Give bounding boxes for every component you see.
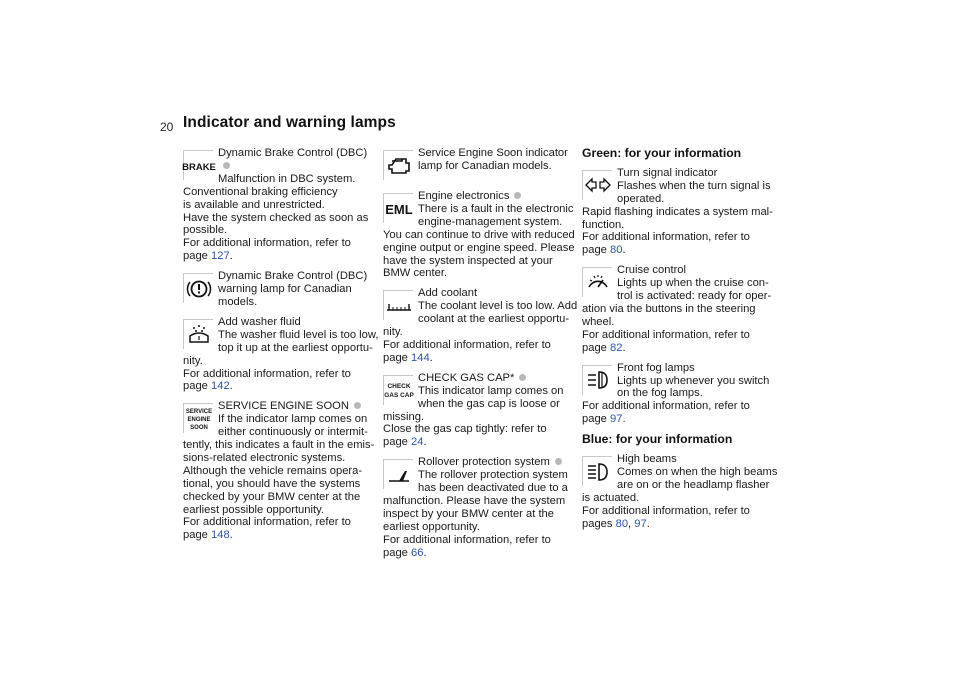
indicator-entry (183, 270, 379, 309)
svg-text:GAS CAP: GAS CAP (383, 392, 414, 400)
svg-text:ENGINE: ENGINE (186, 416, 211, 423)
indicator-text: Comes on when the high beams (617, 465, 778, 478)
page-reference: page 148. (183, 529, 233, 542)
indicator-entry (383, 147, 579, 183)
indicator-text: Rapid flashing indicates a system mal- (582, 205, 773, 218)
indicator-text: For additional information, refer to (183, 367, 351, 380)
svg-text:BRAKE: BRAKE (181, 161, 216, 173)
page-link[interactable]: 142 (211, 380, 230, 393)
indicator-text: For additional information, refer to (383, 533, 551, 546)
indicator-text: tently, this indicates a fault in the emis- (183, 439, 375, 452)
indicator-text: Conventional braking efficiency (183, 185, 338, 198)
page-link[interactable]: 127 (211, 250, 230, 263)
indicator-title: Dynamic Brake Control (DBC) (183, 147, 379, 173)
indicator-text: sions-related electronic systems. (183, 451, 346, 464)
page-link[interactable]: 80 (610, 244, 623, 257)
status-dot-icon (519, 374, 526, 381)
indicator-text: wheel. (582, 315, 615, 328)
status-dot-icon (555, 458, 562, 465)
indicator-text: have the system inspected at your (383, 254, 553, 267)
svg-text:SOON: SOON (189, 424, 208, 431)
indicator-entry (383, 372, 579, 449)
page-title: Indicator and warning lamps (183, 114, 396, 131)
indicator-title: Service Engine Soon indicator (418, 147, 568, 159)
coolant-icon (383, 290, 413, 320)
indicator-text: when the gas cap is loose or (418, 397, 560, 410)
page-link[interactable]: 97 (610, 413, 623, 426)
washer-fluid-icon (183, 319, 213, 349)
page-reference: page 142. (183, 380, 233, 393)
page-reference: page 82. (582, 341, 626, 354)
indicator-text: has been deactivated due to a (418, 482, 568, 495)
indicator-text: Flashes when the turn signal is (617, 179, 771, 192)
status-dot-icon (354, 402, 361, 409)
page-reference: page 127. (183, 250, 233, 263)
indicator-text: checked by your BMW center at the (183, 490, 361, 503)
column-1 (183, 147, 379, 549)
page-link[interactable]: 24 (411, 436, 424, 449)
high-beam-icon (582, 456, 612, 486)
cruise-control-icon (582, 267, 612, 297)
indicator-text: is available and unrestricted. (183, 198, 325, 211)
indicator-entry (183, 316, 379, 393)
indicator-text: The coolant level is too low. Add (418, 300, 578, 313)
page-link[interactable]: 148 (211, 529, 230, 542)
indicator-title: CHECK GAS CAP* (383, 372, 579, 385)
column-3 (582, 147, 778, 537)
indicator-title: Turn signal indicator (617, 166, 718, 179)
indicator-text: Lights up whenever you switch (617, 374, 770, 387)
indicator-text: trol is activated: ready for oper- (617, 290, 772, 303)
indicator-entry (183, 400, 379, 542)
indicator-text: malfunction. Please have the system (383, 494, 566, 507)
svg-text:SERVICE: SERVICE (185, 408, 212, 415)
svg-text:EML: EML (384, 201, 413, 217)
exclamation-circle-icon (183, 273, 213, 303)
indicator-text: nity. (383, 326, 403, 339)
indicator-text: If the indicator lamp comes on (218, 413, 368, 426)
indicator-text: ation via the buttons in the steering (582, 302, 756, 315)
indicator-text: BMW center. (383, 267, 448, 280)
page-link[interactable]: 144 (411, 351, 430, 364)
indicator-text: inspect by your BMW center at the (383, 507, 554, 520)
indicator-entry (383, 287, 579, 364)
indicator-entry (383, 190, 579, 280)
section-heading-blue: Blue: for your information (582, 432, 733, 447)
indicator-text: lamp for Canadian models. (418, 159, 552, 172)
page-reference: page 66. (383, 546, 427, 559)
page-link[interactable]: 80 (615, 517, 629, 530)
column-2 (383, 147, 579, 566)
rollover-icon (383, 459, 413, 489)
status-dot-icon (514, 192, 521, 199)
indicator-title: Add coolant (418, 287, 478, 300)
indicator-text: This indicator lamp comes on (418, 384, 564, 397)
indicator-text: There is a fault in the electronic (418, 202, 574, 215)
indicator-text: tional, you should have the systems (183, 477, 361, 490)
indicator-text: Close the gas cap tightly: refer to (383, 423, 547, 436)
page-link[interactable]: 82 (610, 341, 623, 354)
page-link[interactable]: 97 (634, 517, 647, 530)
indicator-text: For additional information, refer to (183, 237, 351, 250)
page-link[interactable]: 66 (411, 546, 424, 559)
indicator-text: missing. (383, 410, 425, 423)
indicator-text: Although the vehicle remains opera- (183, 464, 363, 477)
check-gas-cap-icon (383, 375, 413, 405)
indicator-text: are on or the headlamp flasher (617, 478, 770, 491)
indicator-title: High beams (617, 453, 677, 466)
indicator-title: Rollover protection system (383, 456, 579, 469)
indicator-text: models. (218, 295, 258, 308)
indicator-entry (582, 264, 778, 354)
indicator-text: For additional information, refer to (383, 338, 551, 351)
indicator-text: The washer fluid level is too low, (218, 328, 379, 341)
indicator-text: warning lamp for Canadian (218, 283, 352, 296)
indicator-text: coolant at the earliest opportu- (418, 313, 570, 326)
indicator-text: For additional information, refer to (582, 328, 750, 341)
indicator-entry (582, 453, 778, 530)
indicator-title: Cruise control (617, 264, 687, 277)
status-dot-icon (223, 162, 230, 169)
indicator-text: You can continue to drive with reduced (383, 228, 575, 241)
brake-icon (181, 150, 216, 180)
turn-signal-icon (582, 170, 612, 200)
indicator-text: Malfunction in DBC system. (218, 172, 356, 185)
indicator-title: SERVICE ENGINE SOON (183, 400, 379, 413)
indicator-text: engine-management system. (418, 215, 563, 228)
indicator-title: Front fog lamps (617, 361, 695, 374)
indicator-text: For additional information, refer to (582, 231, 750, 244)
indicator-title: Engine electronics (383, 190, 579, 203)
indicator-text: possible. (183, 224, 228, 237)
eml-icon (383, 193, 413, 223)
indicator-text: function. (582, 218, 625, 231)
indicator-entry (582, 167, 778, 257)
indicator-text: For additional information, refer to (582, 400, 750, 413)
section-heading-green: Green: for your information (582, 146, 742, 160)
fog-lamp-icon (582, 365, 612, 395)
indicator-text: nity. (183, 354, 203, 367)
indicator-text: top it up at the earliest opportu- (218, 341, 373, 354)
indicator-entry (183, 147, 379, 263)
indicator-title: Dynamic Brake Control (DBC) (218, 270, 368, 283)
indicator-text: on the fog lamps. (617, 387, 703, 400)
indicator-entry (383, 456, 579, 559)
indicator-text: Have the system checked as soon as (183, 211, 369, 224)
indicator-title: Add washer fluid (218, 315, 301, 328)
indicator-text: is actuated. (582, 491, 640, 504)
indicator-text: Lights up when the cruise con- (617, 277, 769, 290)
page-reference: pages 80, 97. (582, 517, 650, 530)
indicator-text: either continuously or intermit- (218, 426, 368, 439)
page-reference: page 24. (383, 436, 427, 449)
svg-text:CHECK: CHECK (386, 383, 411, 391)
indicator-text: For additional information, refer to (183, 516, 351, 529)
indicator-text: For additional information, refer to (582, 504, 750, 517)
page-number: 20 (160, 120, 174, 134)
indicator-text: The rollover protection system (418, 469, 568, 482)
indicator-text: earliest opportunity. (383, 520, 480, 533)
service-engine-soon-icon (183, 403, 213, 433)
page-reference: page 80. (582, 244, 626, 257)
page-reference: page 144. (383, 351, 433, 364)
indicator-text: earliest possible opportunity. (183, 503, 324, 516)
indicator-entry (582, 362, 778, 427)
page-reference: page 97. (582, 413, 626, 426)
indicator-text: operated. (617, 192, 665, 205)
engine-icon (383, 150, 413, 180)
indicator-text: engine output or engine speed. Please (383, 241, 575, 254)
